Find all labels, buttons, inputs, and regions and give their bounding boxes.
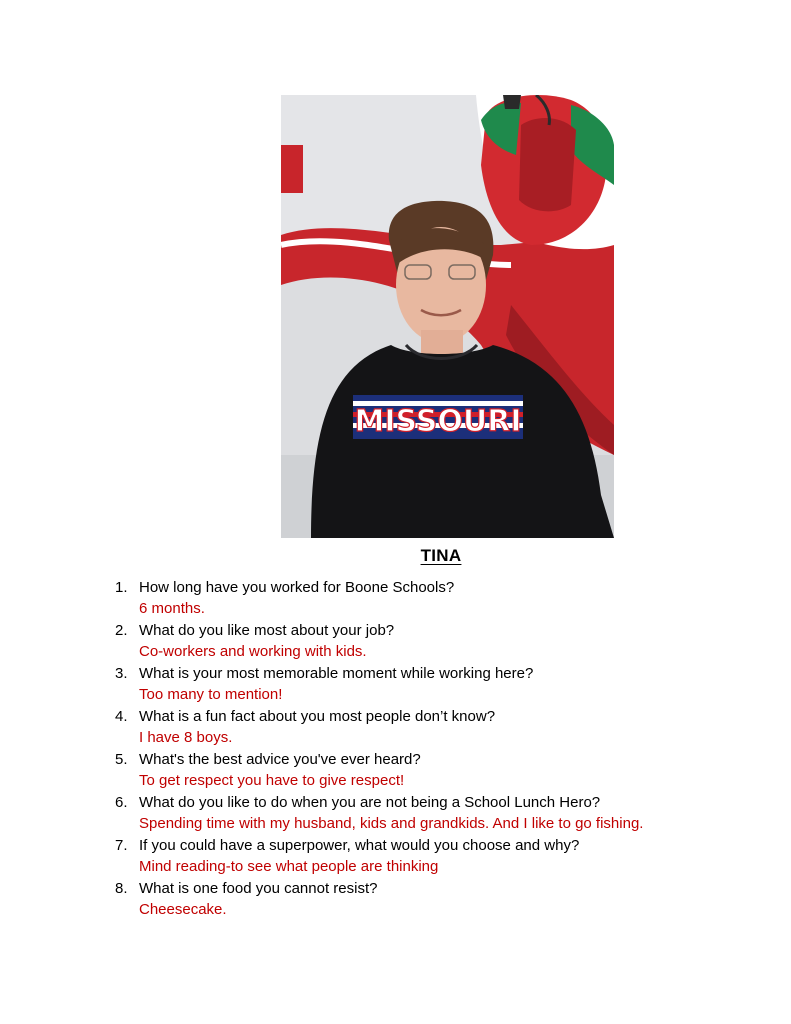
qa-number: 4. bbox=[115, 708, 128, 725]
staff-photo bbox=[281, 95, 614, 538]
question-text: What's the best advice you've ever heard? bbox=[139, 751, 421, 768]
qa-number: 3. bbox=[115, 665, 128, 682]
qa-number: 5. bbox=[115, 751, 128, 768]
qa-item-1 bbox=[115, 577, 735, 620]
question-text: How long have you worked for Boone Schools? bbox=[139, 579, 455, 596]
qa-item-7 bbox=[115, 835, 735, 878]
qa-item-6 bbox=[115, 792, 735, 835]
answer-text: Mind reading-to see what people are thinking bbox=[139, 858, 439, 875]
answer-text: Too many to mention! bbox=[139, 686, 283, 703]
question-text: What is one food you cannot resist? bbox=[139, 880, 378, 897]
question-text: What do you like to do when you are not being a School Lunch Hero? bbox=[139, 794, 601, 811]
qa-item-2 bbox=[115, 620, 735, 663]
qa-list bbox=[115, 577, 735, 921]
qa-number: 2. bbox=[115, 622, 128, 639]
answer-text: I have 8 boys. bbox=[139, 729, 233, 746]
qa-item-8 bbox=[115, 878, 735, 921]
qa-number: 8. bbox=[115, 880, 128, 897]
answer-text: Co-workers and working with kids. bbox=[139, 643, 367, 660]
answer-text: 6 months. bbox=[139, 600, 205, 617]
qa-number: 7. bbox=[115, 837, 128, 854]
answer-text: Cheesecake. bbox=[139, 901, 227, 918]
qa-item-3 bbox=[115, 663, 735, 706]
staff-photo-illustration bbox=[281, 95, 614, 538]
question-text: What is a fun fact about you most people don’t know? bbox=[139, 708, 496, 725]
qa-number: 1. bbox=[115, 579, 128, 596]
shirt-text: MISSOURI bbox=[354, 404, 522, 439]
qa-item-4 bbox=[115, 706, 735, 749]
question-text: What do you like most about your job? bbox=[139, 622, 395, 639]
wall-sign bbox=[281, 145, 303, 193]
qa-item-5 bbox=[115, 749, 735, 792]
question-text: What is your most memorable moment while working here? bbox=[139, 665, 534, 682]
answer-text: Spending time with my husband, kids and grandkids. And I like to go fishing. bbox=[139, 815, 644, 832]
question-text: If you could have a superpower, what would you choose and why? bbox=[139, 837, 580, 854]
answer-text: To get respect you have to give respect! bbox=[139, 772, 405, 789]
page-title: TINA bbox=[420, 546, 462, 565]
qa-number: 6. bbox=[115, 794, 128, 811]
